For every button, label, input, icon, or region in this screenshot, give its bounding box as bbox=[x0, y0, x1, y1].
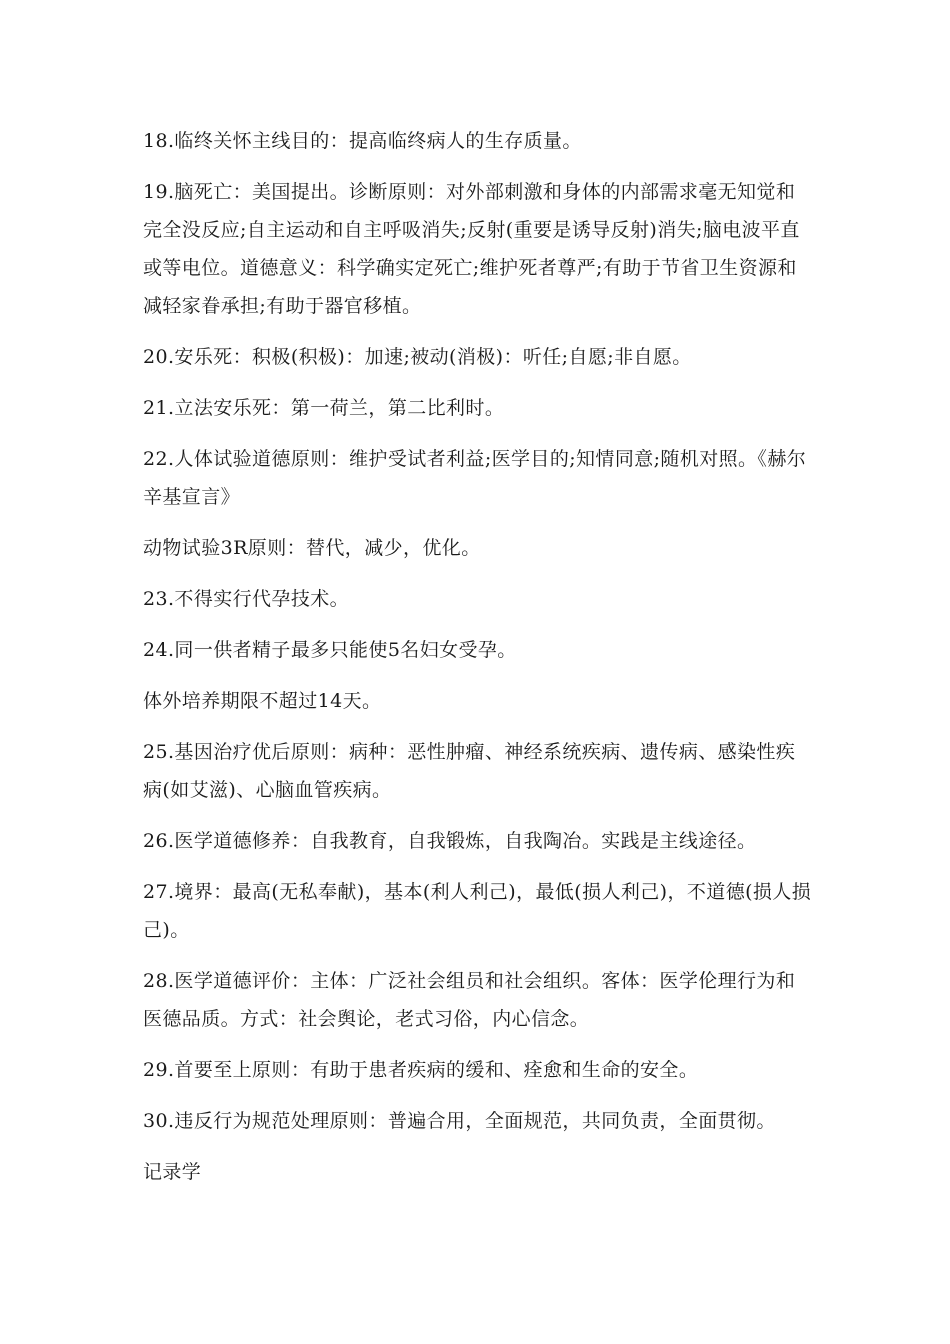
paragraph-26: 26.医学道德修养：自我教育，自我锻炼，自我陶冶。实践是主线途径。 bbox=[143, 830, 757, 852]
paragraph-22: 22.人体试验道德原则：维护受试者利益;医学目的;知情同意;随机对照。《赫尔辛基宣言》 bbox=[143, 448, 807, 508]
paragraph-18: 18.临终关怀主线目的：提高临终病人的生存质量。 bbox=[143, 130, 582, 152]
section-heading-statistics: 记录学 bbox=[143, 1161, 202, 1183]
paragraph-21: 21.立法安乐死：第一荷兰，第二比利时。 bbox=[143, 397, 505, 419]
paragraph-28: 28.医学道德评价：主体：广泛社会组员和社会组织。客体：医学伦理行为和医德品质。方式：社会舆论，老式习俗，内心信念。 bbox=[143, 970, 796, 1030]
paragraph-19: 19.脑死亡：美国提出。诊断原则：对外部刺激和身体的内部需求毫无知觉和完全没反应;自主运动和自主呼吸消失;反射(重要是诱导反射)消失;脑电波平直或等电位。道德意义：科学确实定死亡;维护死者尊严;有助于节省卫生资源和减轻家眷承担;有助于器官移植。 bbox=[143, 181, 800, 317]
paragraph-25: 25.基因治疗优后原则：病种：恶性肿瘤、神经系统疾病、遗传病、感染性疾病(如艾滋)、心脑血管疾病。 bbox=[143, 741, 796, 801]
paragraph-30: 30.违反行为规范处理原则：普遍合用，全面规范，共同负责，全面贯彻。 bbox=[143, 1110, 776, 1132]
paragraph-24: 24.同一供者精子最多只能使5名妇女受孕。 bbox=[143, 639, 517, 661]
paragraph-20: 20.安乐死：积极(积极)：加速;被动(消极)：听任;自愿;非自愿。 bbox=[143, 346, 692, 368]
paragraph-27: 27.境界：最高(无私奉献)，基本(利人利己)，最低(损人利己)，不道德(损人损己)。 bbox=[143, 881, 812, 941]
paragraph-29: 29.首要至上原则：有助于患者疾病的缓和、痊愈和生命的安全。 bbox=[143, 1059, 699, 1081]
paragraph-3r: 动物试验3R原则：替代，减少，优化。 bbox=[143, 537, 481, 559]
paragraph-culture-limit: 体外培养期限不超过14天。 bbox=[143, 690, 382, 712]
document-body bbox=[143, 122, 813, 1204]
paragraph-23: 23.不得实行代孕技术。 bbox=[143, 588, 350, 610]
